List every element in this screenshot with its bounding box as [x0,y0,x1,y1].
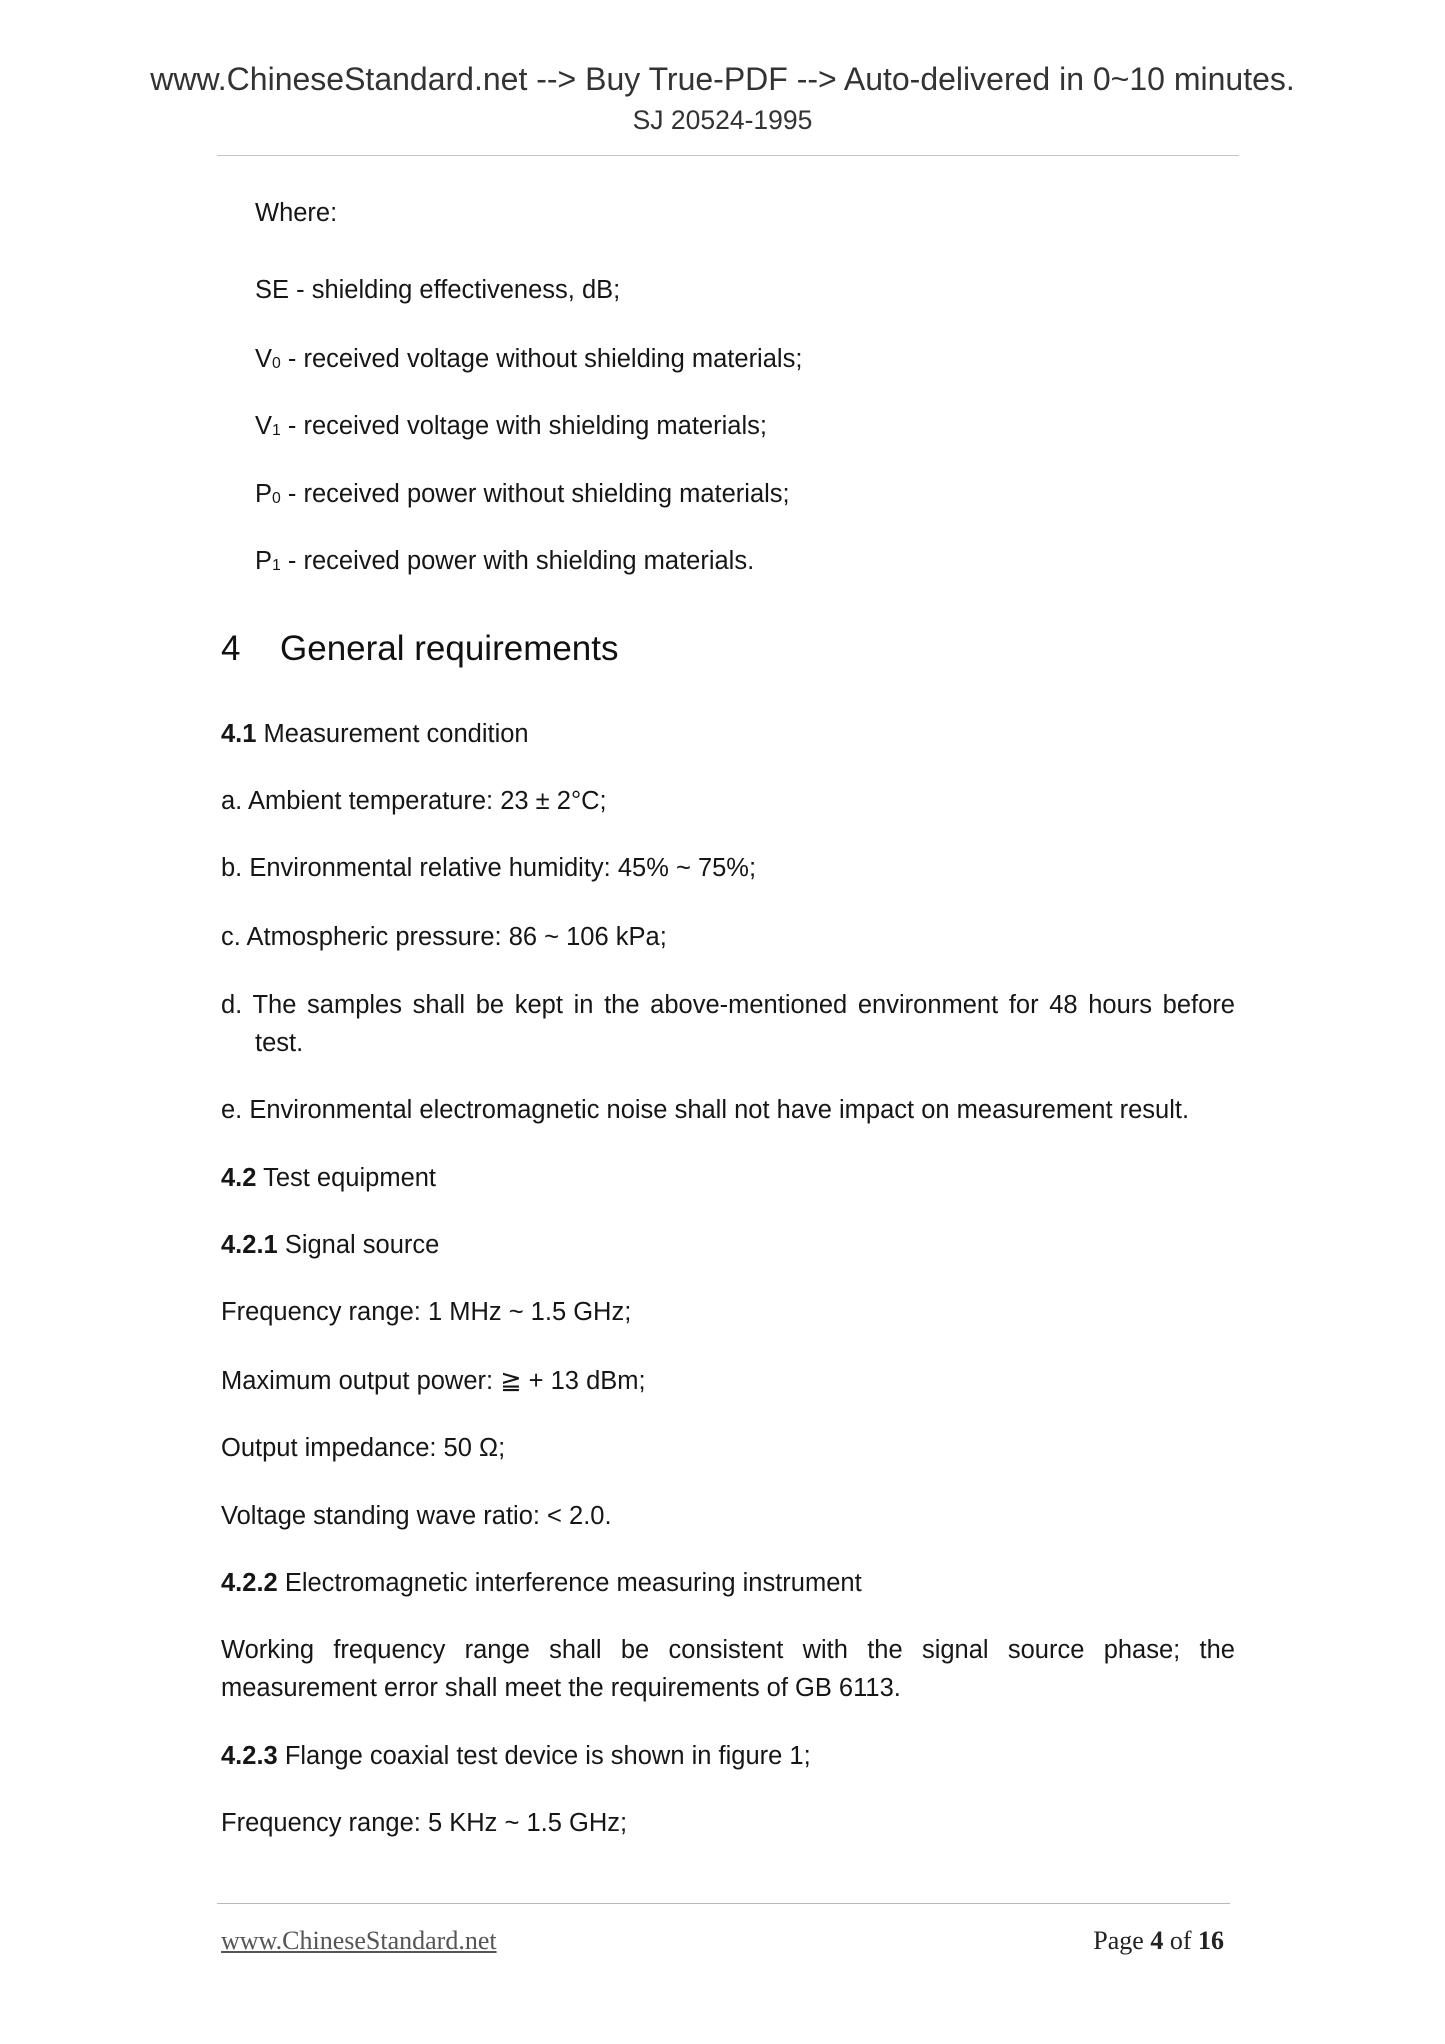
clause-number: 4.2.1 [221,1231,278,1259]
clause-heading [221,1567,862,1599]
footer-site-link[interactable]: www.ChineseStandard.net [221,1926,497,1955]
clause-number: 4.2.3 [221,1742,278,1770]
list-item: a. Ambient temperature: 23 ± 2°C; [221,787,607,815]
definition-item [255,478,790,510]
header-banner: www.ChineseStandard.net --> Buy True-PDF --> Auto-delivered in 0~10 minutes. [150,61,1295,97]
list-item: b. Environmental relative humidity: 45% ~ 75%; [221,854,757,882]
clause-heading [221,1740,811,1772]
page-total: 16 [1198,1926,1224,1955]
definition-item [255,410,767,442]
footer-divider [217,1903,1230,1904]
spec-line: Frequency range: 5 KHz ~ 1.5 GHz; [221,1809,628,1837]
clause-heading [221,1162,436,1194]
list-item: d. The samples shall be kept in the above-mentioned environment for 48 hours before [221,991,1235,1019]
clause-title: Signal source [284,1231,440,1259]
definition-subscript: 1 [272,556,281,574]
document-id: SJ 20524-1995 [632,105,813,135]
list-item-continuation: test. [255,1029,304,1057]
paragraph-line: Working frequency range shall be consistent with the signal source phase; the [221,1636,1235,1664]
page-indicator [1093,1925,1224,1957]
clause-title: Flange coaxial test device is shown in figure 1; [284,1742,811,1770]
list-item: e. Environmental electromagnetic noise shall not have impact on measurement result. [221,1096,1190,1124]
spec-line: Maximum output power: ≧ + 13 dBm; [221,1367,646,1395]
definition-text: - received voltage with shielding materials; [280,412,767,440]
section-number: 4 [221,629,241,668]
definition-text: - shielding effectiveness, dB; [289,276,621,304]
spec-line: Output impedance: 50 Ω; [221,1434,506,1462]
list-item: c. Atmospheric pressure: 86 ~ 106 kPa; [221,923,667,951]
clause-number: 4.2 [221,1164,257,1192]
page-label: Page [1093,1926,1144,1955]
definition-term: V [255,345,273,373]
clause-number: 4.1 [221,720,257,748]
where-label: Where: [255,199,338,227]
page-of-label: of [1169,1926,1192,1955]
definition-subscript: 0 [272,354,281,372]
definition-text: - received power with shielding materials. [280,547,755,575]
clause-title: Test equipment [263,1164,437,1192]
definition-item [255,545,754,577]
clause-heading [221,1229,439,1261]
spec-line: Frequency range: 1 MHz ~ 1.5 GHz; [221,1298,632,1326]
clause-heading [221,718,529,750]
definition-text: - received voltage without shielding materials; [280,345,803,373]
definition-item [255,343,802,375]
clause-title: Electromagnetic interference measuring instrument [284,1569,862,1597]
definition-item [255,274,620,306]
definition-term: P [255,547,273,575]
paragraph-line: measurement error shall meet the requirements of GB 6113. [221,1674,901,1702]
page-number: 4 [1150,1926,1164,1955]
definition-term: V [255,412,273,440]
definition-subscript: 0 [272,489,281,507]
clause-title: Measurement condition [263,720,529,748]
section-title: General requirements [280,629,619,668]
clause-number: 4.2.2 [221,1569,278,1597]
header-divider [217,155,1239,156]
spec-line: Voltage standing wave ratio: < 2.0. [221,1502,612,1530]
definition-subscript: 1 [272,421,281,439]
definition-term: SE [255,276,290,304]
definition-text: - received power without shielding materials; [280,480,790,508]
definition-term: P [255,480,273,508]
